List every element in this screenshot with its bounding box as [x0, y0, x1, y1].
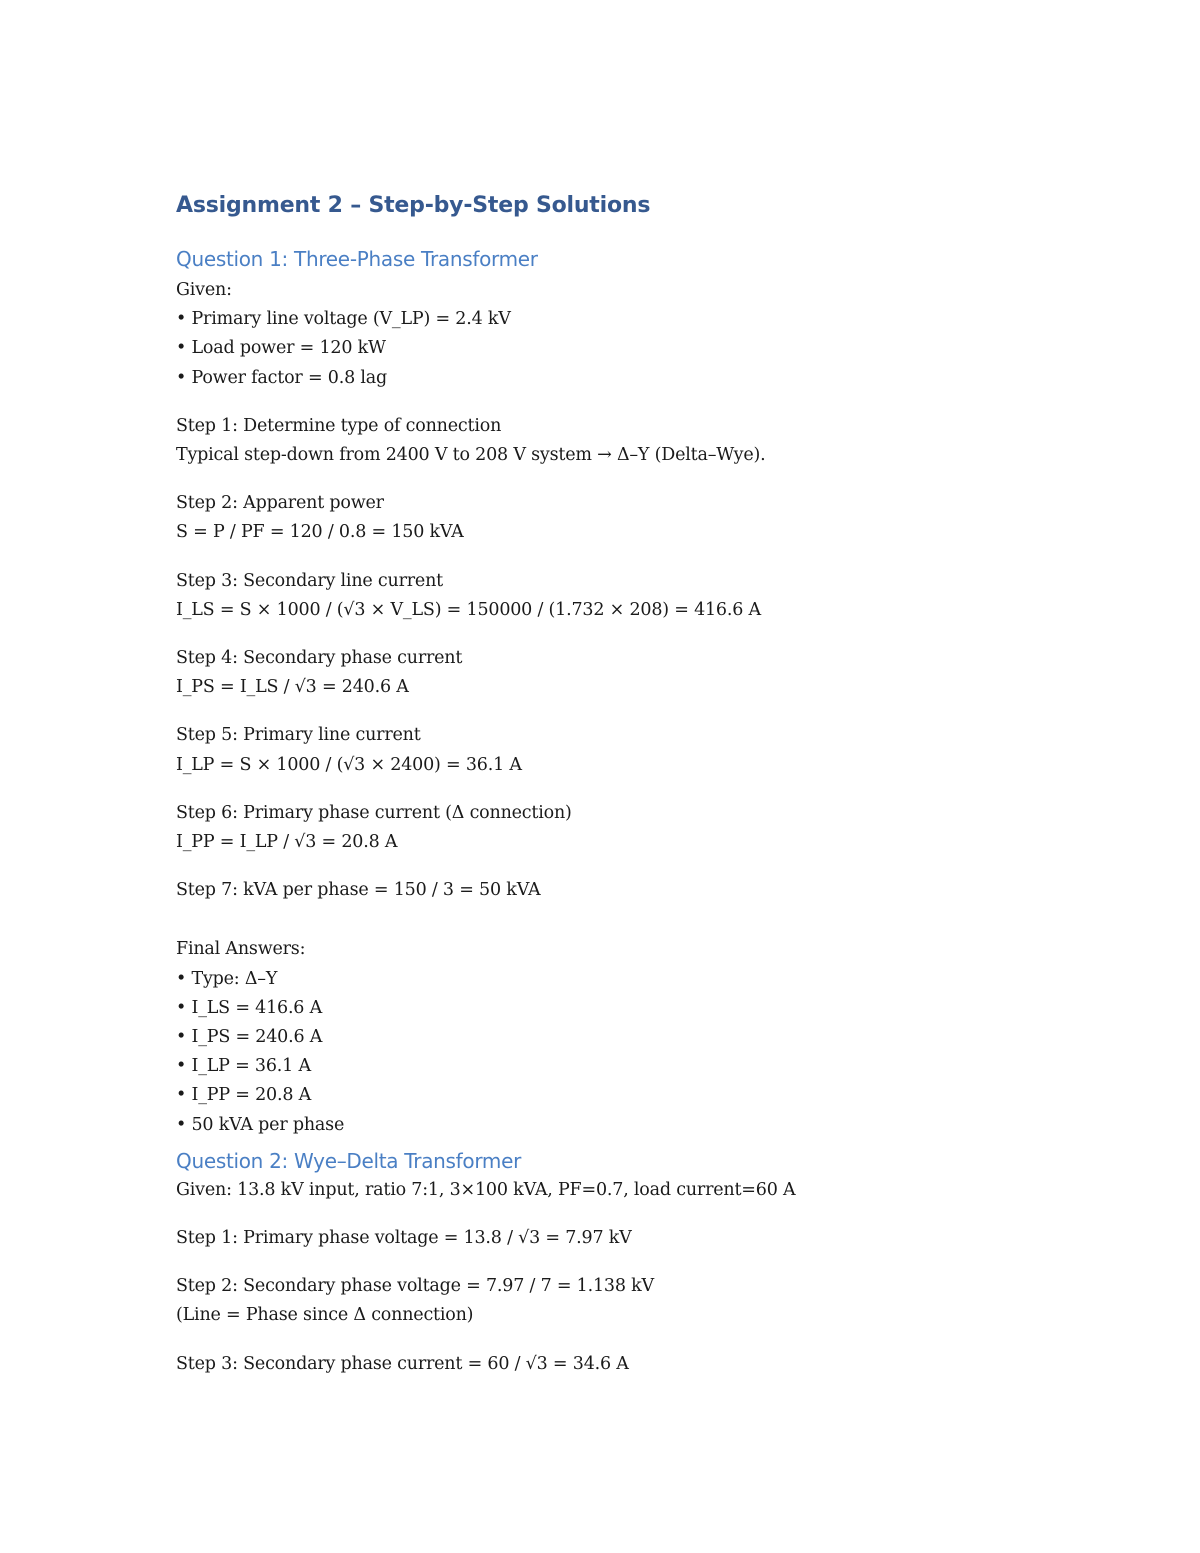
final-answer-item: • I_LP = 36.1 A — [176, 1056, 311, 1077]
q2-step-1: Step 1: Primary phase voltage = 13.8 / √3 = 7.97 kV — [176, 1228, 632, 1249]
given-item: • Power factor = 0.8 lag — [176, 367, 388, 388]
step-detail: S = P / PF = 120 / 0.8 = 150 kVA — [176, 522, 464, 543]
step-label: Step 6: Primary phase current (Δ connection) — [176, 802, 572, 823]
question-2 — [176, 1146, 1136, 1379]
step-label: Step 3: Secondary line current — [176, 570, 443, 591]
given-item: • Load power = 120 kW — [176, 338, 386, 359]
question-1 — [176, 244, 1136, 1140]
final-answer-item: • I_PP = 20.8 A — [176, 1085, 312, 1106]
given-label: Given: — [176, 280, 232, 300]
step-detail: I_PP = I_LP / √3 = 20.8 A — [176, 832, 398, 853]
final-answer-item: • I_PS = 240.6 A — [176, 1027, 323, 1048]
given-item: • Primary line voltage (V_LP) = 2.4 kV — [176, 309, 511, 330]
final-answer-item: • I_LS = 416.6 A — [176, 997, 323, 1018]
step-label: Step 5: Primary line current — [176, 725, 421, 746]
step-detail: I_PS = I_LS / √3 = 240.6 A — [176, 677, 409, 698]
final-answer-item: • 50 kVA per phase — [176, 1114, 345, 1135]
step-label: Step 1: Determine type of connection — [176, 415, 502, 436]
question-1-heading: Question 1: Three-Phase Transformer — [176, 247, 538, 271]
step-label: Step 2: Apparent power — [176, 493, 384, 514]
step-detail: I_LS = S × 1000 / (√3 × V_LS) = 150000 / (1.732 × 208) = 416.6 A — [176, 599, 761, 620]
question-2-heading: Question 2: Wye–Delta Transformer — [176, 1148, 522, 1173]
q2-step-2-note: (Line = Phase since Δ connection) — [176, 1305, 474, 1326]
final-answers-label: Final Answers: — [176, 939, 306, 960]
step-label: Step 4: Secondary phase current — [176, 648, 463, 669]
final-answer-item: • Type: Δ–Y — [176, 968, 278, 989]
q2-step-2: Step 2: Secondary phase voltage = 7.97 / 7 = 1.138 kV — [176, 1276, 654, 1297]
step-7: Step 7: kVA per phase = 150 / 3 = 50 kVA — [176, 880, 541, 901]
step-detail: Typical step-down from 2400 V to 208 V system → Δ–Y (Delta–Wye). — [176, 445, 766, 466]
q2-step-3: Step 3: Secondary phase current = 60 / √3 = 34.6 A — [176, 1353, 629, 1374]
step-detail: I_LP = S × 1000 / (√3 × 2400) = 36.1 A — [176, 754, 522, 775]
document-title: Assignment 2 – Step-by-Step Solutions — [176, 193, 651, 218]
document-page — [176, 190, 1136, 1379]
q2-given: Given: 13.8 kV input, ratio 7:1, 3×100 kVA, PF=0.7, load current=60 A — [176, 1179, 796, 1200]
